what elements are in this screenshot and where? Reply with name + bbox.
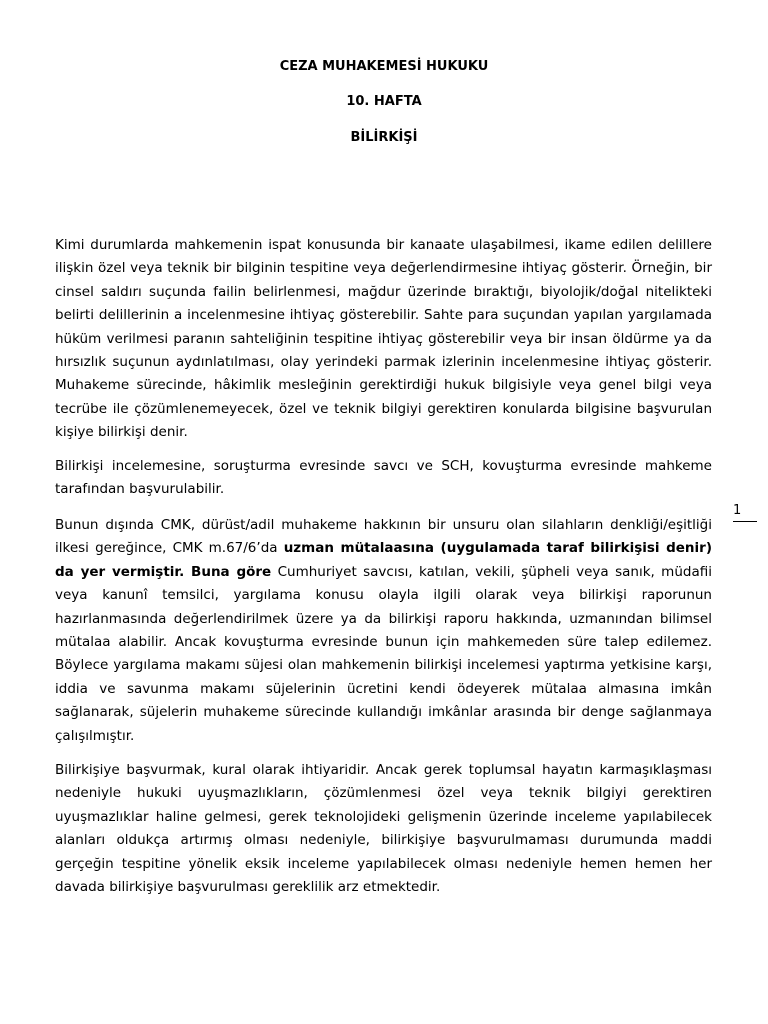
paragraph-3-bold: uzman mütalaasına (uygulamada taraf bilirkişisi denir) da yer vermiştir. Buna göre [55, 540, 712, 580]
paragraph-2: Bilirkişi incelemesine, soruşturma evresinde savcı ve SCH, kovuşturma evresinde mahkeme tarafından başvurulabilir. [55, 458, 712, 498]
paragraph-3-text-a: Bunun dışında CMK, dürüst/adil muhakeme hakkının bir unsuru olan silahların denkliği/eşitliği ilkesi gereğince, CMK m.67/6’da [55, 517, 712, 557]
document-title: CEZA MUHAKEMESİ HUKUKU [279, 59, 489, 74]
paragraph-3 [55, 514, 712, 748]
week-heading: 10. HAFTA [346, 94, 422, 109]
paragraph-4: Bilirkişiye başvurmak, kural olarak ihtiyaridir. Ancak gerek toplumsal hayatın karmaşıklaşması nedeniyle hukuki uyuşmazlıkların, çözümlenmesi özel veya teknik bilgiyi gerektiren uyuşmazlıklar haline gelmesi, gerek teknolojideki gelişmenin üzerinde inceleme yapılabilecek alanları oldukça artırmış olması nedeniyle, bilirkişiye başvurulmaması durumunda maddi gerçeğin tespitine yönelik eksik inceleme yapılabilecek olması nedeniyle hemen hemen her davada bilirkişiye başvurulması gereklilik arz etmektedir. [55, 762, 712, 896]
topic-heading: BİLİRKİŞİ [350, 130, 418, 145]
page-number: 1 [733, 503, 757, 522]
paragraph-3-text-b: Cumhuriyet savcısı, katılan, vekili, şüpheli veya sanık, müdafii veya kanunî temsilci, yargılama konusu olayla ilgili olarak veya bilirkişi raporunun hazırlanmasında değerlendirilmek üzere ya da bilirkişi raporu hakkında, uzmanından bilimsel mütalaa alabilir. Ancak kovuşturma evresinde bunun için mahkemeden süre talep edilemez. Böylece yargılama makamı süjesi olan mahkemenin bilirkişi incelemesi yaptırma yetkisine karşı, iddia ve savunma makamı süjelerinin ücretini kendi ödeyerek mütalaa almasına imkân sağlanarak, süjelerin muhakeme sürecinde kullandığı imkânlar arasında bir denge sağlanmaya çalışılmıştır. [55, 563, 712, 744]
paragraph-1: Kimi durumlarda mahkemenin ispat konusunda bir kanaate ulaşabilmesi, ikame edilen delillere ilişkin özel veya teknik bir bilginin tespitine veya değerlendirmesine ihtiyaç gösterir. Örneğin, bir cinsel saldırı suçunda failin belirlenmesi, mağdur üzerinde bıraktığı, biyolojik/doğal nitelikteki belirti delillerinin a incelenmesine ihtiyaç gösterebilir. Sahte para suçundan yapılan yargılamada hüküm verilmesi paranın sahteliğinin tespitine ihtiyaç gösterebilir veya bir insan öldürme ya da hırsızlık suçunun aydınlatılması, olay yerindeki parmak izlerinin incelenmesine ihtiyaç gösterir. Muhakeme sürecinde, hâkimlik mesleğinin gerektirdiği hukuk bilgisiyle veya genel bilgi veya tecrübe ile çözümlenemeyecek, özel ve teknik bilgiyi gerektiren konularda bilgisine başvurulan kişiye bilirkişi denir. [55, 237, 712, 441]
